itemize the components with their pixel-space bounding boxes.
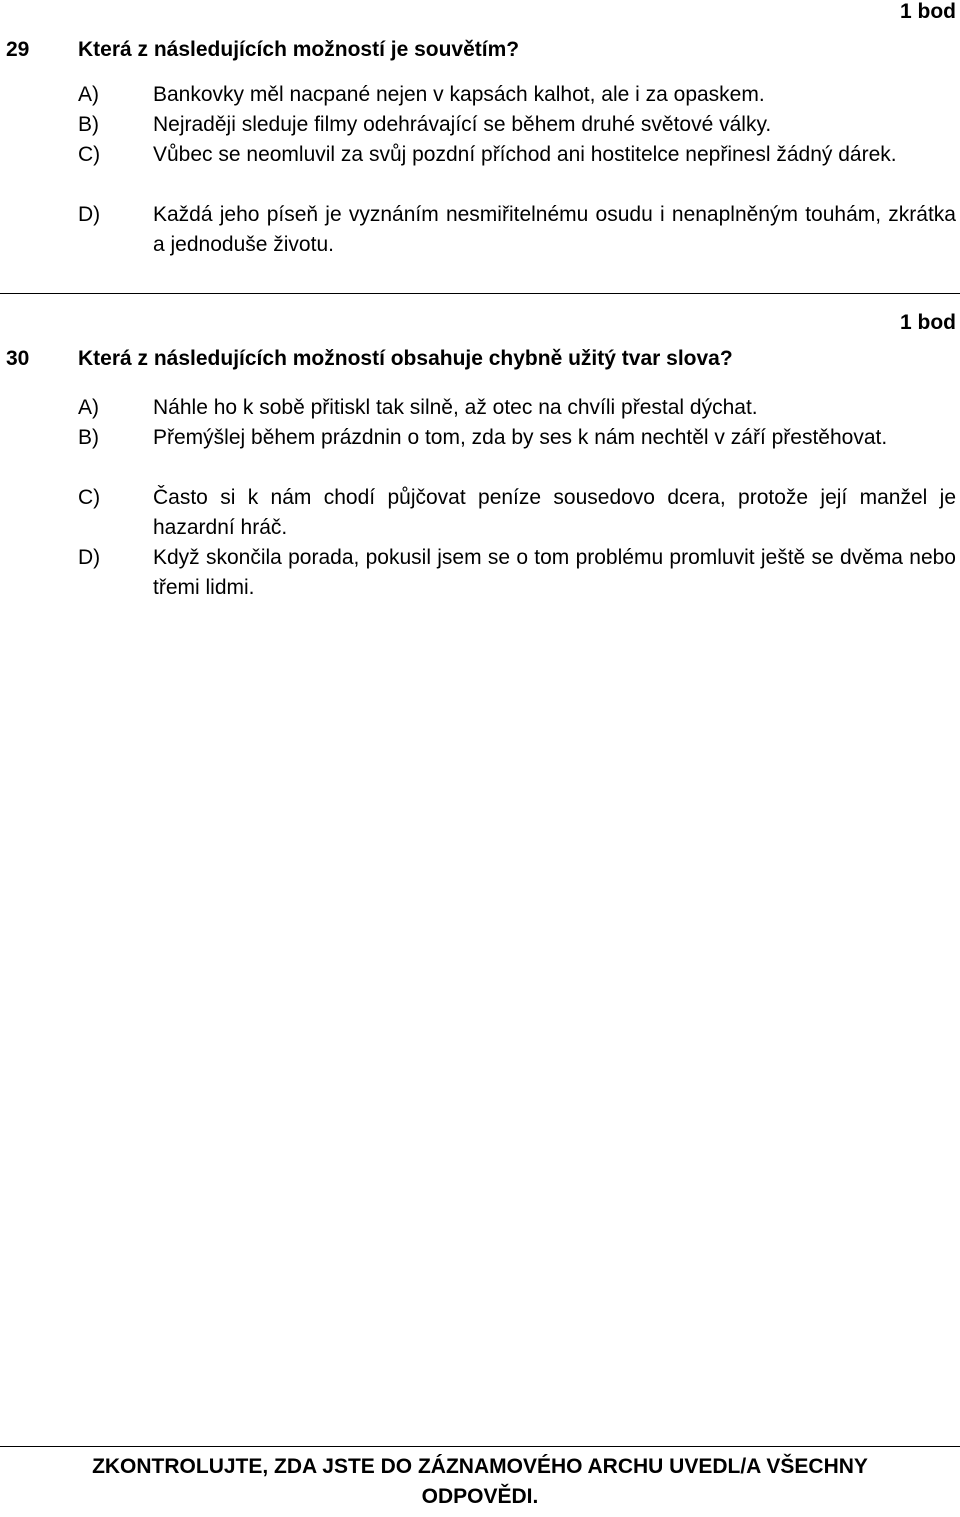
- option-text: Vůbec se neomluvil za svůj pozdní příchod ani hostitelce nepřinesl žádný dárek.: [153, 143, 897, 166]
- option-29-a: [78, 80, 956, 110]
- option-letter: B): [78, 113, 99, 136]
- option-letter: D): [78, 203, 101, 226]
- option-text: Často si k nám chodí půjčovat peníze sousedovo dcera, protože její manžel je hazardní hráč.: [153, 486, 956, 539]
- option-30-d: [78, 543, 956, 603]
- points-label-29: 1 bod: [900, 0, 956, 23]
- option-30-c: [78, 483, 956, 543]
- option-letter: B): [78, 426, 99, 449]
- option-29-d: [78, 200, 956, 260]
- footer-line-1: ZKONTROLUJTE, ZDA JSTE DO ZÁZNAMOVÉHO ARCHU UVEDL/A VŠECHNY: [92, 1455, 868, 1478]
- footer-line-2: ODPOVĚDI.: [421, 1485, 539, 1508]
- option-29-b: [78, 110, 956, 140]
- option-letter: D): [78, 546, 101, 569]
- points-label-30: 1 bod: [900, 311, 956, 334]
- option-text: Každá jeho píseň je vyznáním nesmiřitelnému osudu i nenaplněným touhám, zkrátka a jednoduše životu.: [153, 203, 956, 256]
- question-number: 29: [6, 38, 30, 61]
- option-text: Bankovky měl nacpané nejen v kapsách kalhot, ale i za opaskem.: [153, 83, 765, 106]
- section-divider: [0, 293, 960, 294]
- option-letter: A): [78, 396, 99, 419]
- option-text: Nejraději sleduje filmy odehrávající se během druhé světové války.: [153, 113, 772, 136]
- option-30-b: [78, 423, 956, 453]
- option-30-a: [78, 393, 956, 423]
- question-text: Která z následujících možností je souvětím?: [78, 38, 520, 61]
- option-letter: C): [78, 143, 101, 166]
- question-number: 30: [6, 347, 30, 370]
- option-29-c: [78, 140, 956, 170]
- question-text: Která z následujících možností obsahuje chybně užitý tvar slova?: [78, 347, 733, 370]
- option-letter: C): [78, 486, 101, 509]
- option-text: Náhle ho k sobě přitiskl tak silně, až otec na chvíli přestal dýchat.: [153, 396, 758, 419]
- option-text: Přemýšlej během prázdnin o tom, zda by ses k nám nechtěl v září přestěhovat.: [153, 426, 888, 449]
- option-letter: A): [78, 83, 99, 106]
- footer-divider: [0, 1446, 960, 1447]
- footer-notice: [0, 1452, 960, 1512]
- option-text: Když skončila porada, pokusil jsem se o tom problému promluvit ještě se dvěma nebo třemi lidmi.: [153, 546, 956, 599]
